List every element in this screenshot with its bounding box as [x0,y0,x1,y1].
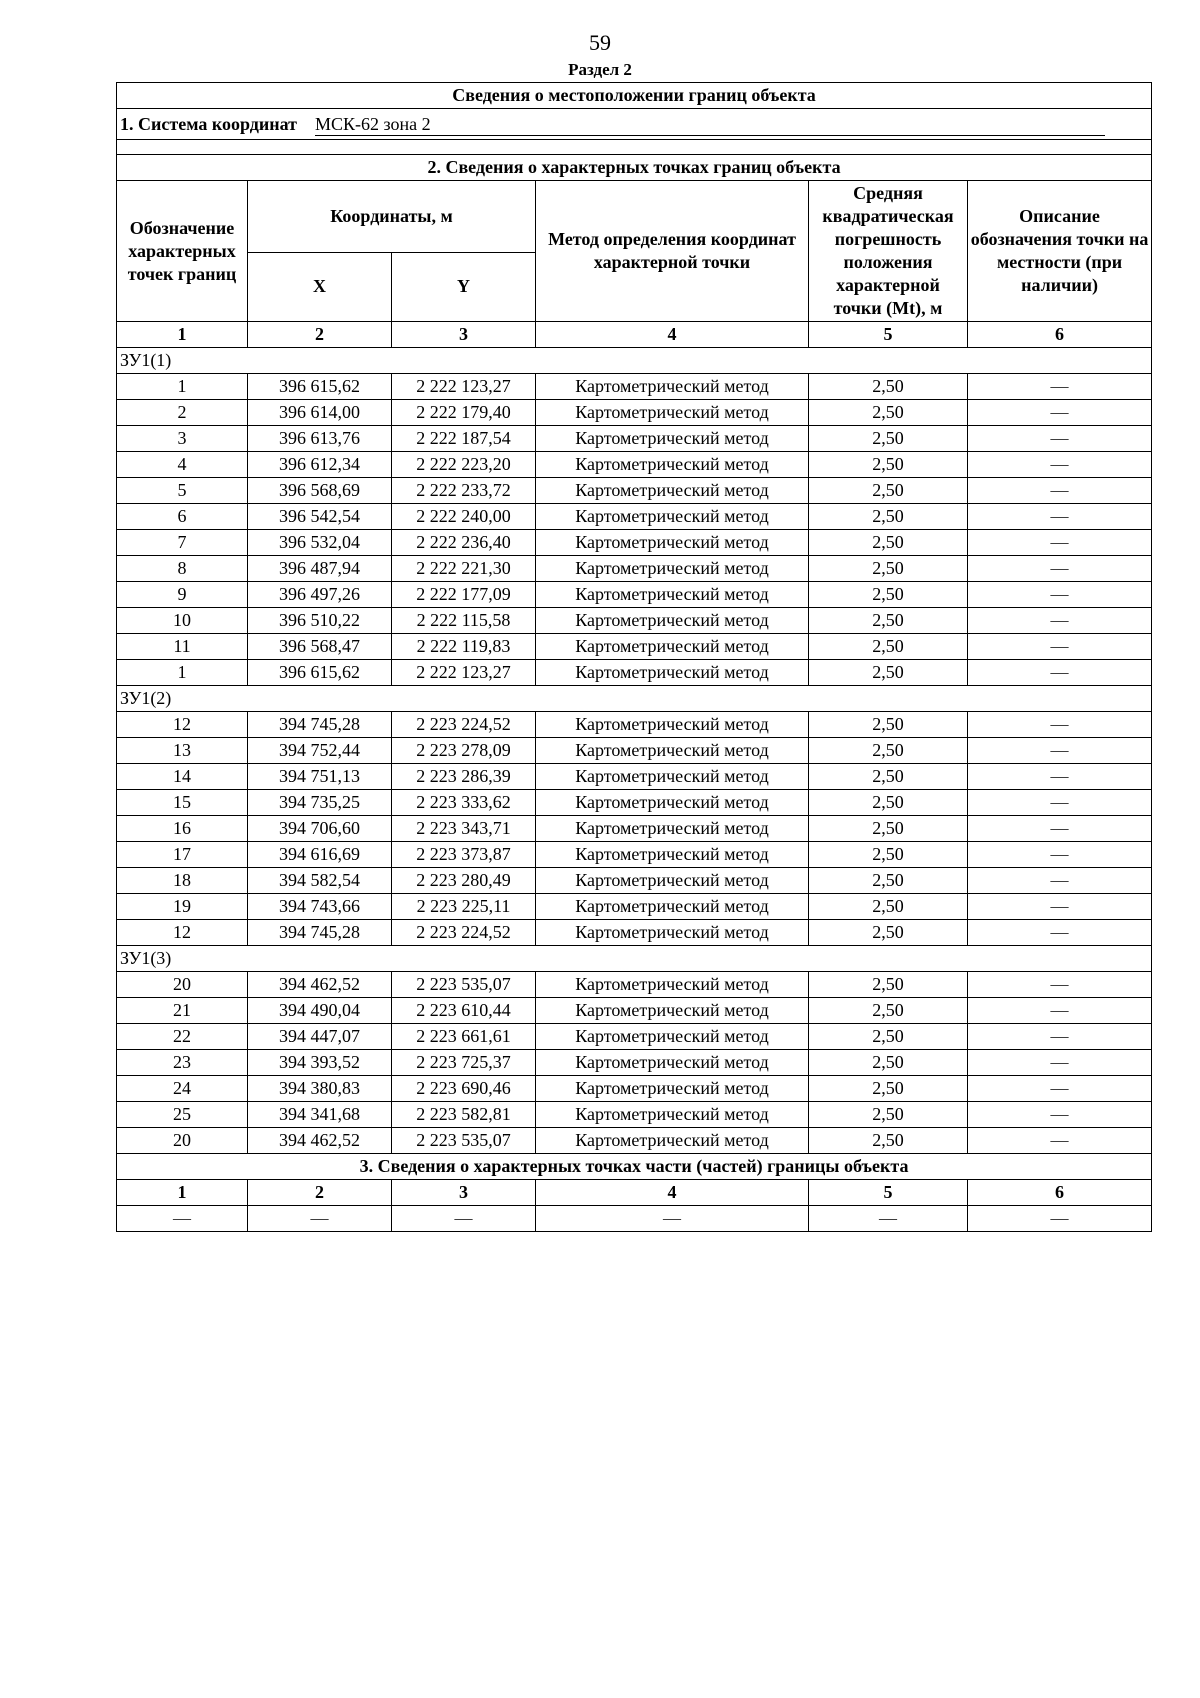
point-number-cell: 1 [117,374,248,400]
y-coordinate-cell: 2 222 179,40 [392,400,536,426]
table-row [117,1102,1152,1128]
y-coordinate-cell: 2 222 221,30 [392,556,536,582]
point-number-cell: 10 [117,608,248,634]
error-cell: 2,50 [809,608,968,634]
column-number: 3 [392,1180,536,1206]
y-coordinate-cell: 2 222 240,00 [392,504,536,530]
description-cell: — [968,920,1152,946]
table-row [117,582,1152,608]
description-cell: — [968,972,1152,998]
method-cell: Картометрический метод [536,582,809,608]
description-cell: — [968,504,1152,530]
y-coordinate-cell: 2 222 187,54 [392,426,536,452]
error-cell: 2,50 [809,452,968,478]
method-cell: Картометрический метод [536,530,809,556]
table-row [117,608,1152,634]
method-cell: Картометрический метод [536,400,809,426]
section-heading: Раздел 2 [568,60,632,79]
table-row [117,738,1152,764]
point-number-cell: 17 [117,842,248,868]
method-cell: Картометрический метод [536,712,809,738]
method-cell: Картометрический метод [536,920,809,946]
description-cell: — [968,790,1152,816]
y-coordinate-cell: 2 223 535,07 [392,972,536,998]
method-cell: Картометрический метод [536,504,809,530]
method-cell: Картометрический метод [536,478,809,504]
x-coordinate-cell: 394 582,54 [248,868,392,894]
table-row [117,634,1152,660]
coord-system-label: 1. Система координат [120,113,297,134]
x-coordinate-cell: 394 706,60 [248,816,392,842]
table-row [117,1050,1152,1076]
method-cell: Картометрический метод [536,1128,809,1154]
error-cell: 2,50 [809,764,968,790]
method-cell: Картометрический метод [536,1050,809,1076]
description-cell: — [968,868,1152,894]
y-coordinate-cell: 2 222 115,58 [392,608,536,634]
y-coordinate-cell: 2 223 690,46 [392,1076,536,1102]
table-row [117,374,1152,400]
table-row [117,894,1152,920]
point-number-cell: 22 [117,1024,248,1050]
table-row [117,1024,1152,1050]
column-number: 3 [392,322,536,348]
x-coordinate-cell: 394 490,04 [248,998,392,1024]
y-coordinate-cell: 2 223 225,11 [392,894,536,920]
description-cell: — [968,1128,1152,1154]
x-coordinate-cell: 394 462,52 [248,1128,392,1154]
error-cell: 2,50 [809,816,968,842]
description-cell: — [968,738,1152,764]
x-coordinate-cell: 396 613,76 [248,426,392,452]
table-row [117,920,1152,946]
y-coordinate-cell: 2 222 177,09 [392,582,536,608]
method-cell: Картометрический метод [536,842,809,868]
column-number: 1 [117,322,248,348]
table-row [117,842,1152,868]
part3-title-row [117,1154,1152,1180]
method-cell: Картометрический метод [536,452,809,478]
table-row [117,400,1152,426]
method-cell: Картометрический метод [536,894,809,920]
header-x: X [248,252,392,322]
part3-column-numbers-row [117,1180,1152,1206]
description-cell: — [968,452,1152,478]
point-number-cell: 25 [117,1102,248,1128]
error-cell: 2,50 [809,374,968,400]
header-row-1 [117,181,1152,253]
x-coordinate-cell: 394 380,83 [248,1076,392,1102]
description-cell: — [968,582,1152,608]
header-description: Описание обозначения точки на местности (при наличии) [968,181,1152,322]
description-cell: — [968,478,1152,504]
point-number-cell: 24 [117,1076,248,1102]
error-cell: 2,50 [809,1128,968,1154]
x-coordinate-cell: 394 393,52 [248,1050,392,1076]
method-cell: Картометрический метод [536,1076,809,1102]
error-cell: 2,50 [809,868,968,894]
object-title: Сведения о местоположении границ объекта [117,83,1152,109]
error-cell: 2,50 [809,556,968,582]
method-cell: Картометрический метод [536,608,809,634]
error-cell: 2,50 [809,504,968,530]
y-coordinate-cell: 2 222 123,27 [392,374,536,400]
description-cell: — [968,556,1152,582]
error-cell: 2,50 [809,998,968,1024]
method-cell: Картометрический метод [536,634,809,660]
column-number: 4 [536,322,809,348]
x-coordinate-cell: 396 615,62 [248,660,392,686]
method-cell: Картометрический метод [536,374,809,400]
description-cell: — [968,660,1152,686]
description-cell: — [968,1050,1152,1076]
table-row [117,1128,1152,1154]
y-coordinate-cell: 2 223 224,52 [392,920,536,946]
header-coords: Координаты, м [248,181,536,253]
y-coordinate-cell: 2 223 582,81 [392,1102,536,1128]
x-coordinate-cell: 396 612,34 [248,452,392,478]
y-coordinate-cell: 2 223 224,52 [392,712,536,738]
point-number-cell: 4 [117,452,248,478]
method-cell: Картометрический метод [536,868,809,894]
part3-title: 3. Сведения о характерных точках части (частей) границы объекта [117,1154,1152,1180]
description-cell: — [968,634,1152,660]
column-number: 5 [809,322,968,348]
table-row [117,660,1152,686]
description-cell: — [968,530,1152,556]
part2-title-row [117,155,1152,181]
x-coordinate-cell: 396 487,94 [248,556,392,582]
point-number-cell: 14 [117,764,248,790]
x-coordinate-cell: 394 751,13 [248,764,392,790]
error-cell: 2,50 [809,1076,968,1102]
method-cell: Картометрический метод [536,972,809,998]
method-cell: Картометрический метод [536,660,809,686]
group-label: ЗУ1(3) [117,946,1152,972]
header-y: Y [392,252,536,322]
x-coordinate-cell: 394 447,07 [248,1024,392,1050]
y-coordinate-cell: 2 223 535,07 [392,1128,536,1154]
part3-cell: — [968,1206,1152,1232]
x-coordinate-cell: 394 745,28 [248,920,392,946]
x-coordinate-cell: 394 341,68 [248,1102,392,1128]
error-cell: 2,50 [809,1024,968,1050]
point-number-cell: 15 [117,790,248,816]
column-number: 2 [248,322,392,348]
y-coordinate-cell: 2 222 236,40 [392,530,536,556]
description-cell: — [968,1102,1152,1128]
header-method: Метод определения координат характерной точки [536,181,809,322]
page-number: 59 [589,30,611,55]
method-cell: Картометрический метод [536,556,809,582]
method-cell: Картометрический метод [536,816,809,842]
column-number: 5 [809,1180,968,1206]
description-cell: — [968,374,1152,400]
error-cell: 2,50 [809,842,968,868]
point-number-cell: 9 [117,582,248,608]
column-number: 2 [248,1180,392,1206]
part3-cell: — [536,1206,809,1232]
description-cell: — [968,1076,1152,1102]
point-number-cell: 11 [117,634,248,660]
point-number-cell: 20 [117,1128,248,1154]
column-number: 4 [536,1180,809,1206]
table-row [117,1076,1152,1102]
error-cell: 2,50 [809,400,968,426]
table-row [117,504,1152,530]
x-coordinate-cell: 396 532,04 [248,530,392,556]
group-label: ЗУ1(2) [117,686,1152,712]
y-coordinate-cell: 2 222 233,72 [392,478,536,504]
x-coordinate-cell: 396 614,00 [248,400,392,426]
spacer-row [117,140,1152,155]
method-cell: Картометрический метод [536,1024,809,1050]
error-cell: 2,50 [809,478,968,504]
description-cell: — [968,426,1152,452]
point-number-cell: 8 [117,556,248,582]
spacer-cell [117,140,1152,155]
y-coordinate-cell: 2 223 610,44 [392,998,536,1024]
y-coordinate-cell: 2 222 123,27 [392,660,536,686]
x-coordinate-cell: 396 568,47 [248,634,392,660]
x-coordinate-cell: 394 745,28 [248,712,392,738]
description-cell: — [968,712,1152,738]
x-coordinate-cell: 394 616,69 [248,842,392,868]
point-number-cell: 7 [117,530,248,556]
x-coordinate-cell: 396 615,62 [248,374,392,400]
table-row [117,530,1152,556]
error-cell: 2,50 [809,582,968,608]
error-cell: 2,50 [809,1102,968,1128]
description-cell: — [968,998,1152,1024]
table-row [117,816,1152,842]
group-header-row [117,686,1152,712]
point-number-cell: 1 [117,660,248,686]
table-row [117,764,1152,790]
method-cell: Картометрический метод [536,998,809,1024]
y-coordinate-cell: 2 222 119,83 [392,634,536,660]
y-coordinate-cell: 2 223 373,87 [392,842,536,868]
part2-title: 2. Сведения о характерных точках границ объекта [117,155,1152,181]
table-row [117,868,1152,894]
point-number-cell: 20 [117,972,248,998]
y-coordinate-cell: 2 223 333,62 [392,790,536,816]
y-coordinate-cell: 2 223 725,37 [392,1050,536,1076]
column-numbers-row [117,322,1152,348]
error-cell: 2,50 [809,1050,968,1076]
table-row [117,452,1152,478]
point-number-cell: 2 [117,400,248,426]
title-row [117,83,1152,109]
description-cell: — [968,1024,1152,1050]
x-coordinate-cell: 396 542,54 [248,504,392,530]
table-row [117,478,1152,504]
error-cell: 2,50 [809,790,968,816]
header-error: Средняя квадратическая погрешность положения характерной точки (Mt), м [809,181,968,322]
x-coordinate-cell: 396 510,22 [248,608,392,634]
x-coordinate-cell: 396 568,69 [248,478,392,504]
description-cell: — [968,894,1152,920]
part3-cell: — [392,1206,536,1232]
method-cell: Картометрический метод [536,790,809,816]
point-number-cell: 18 [117,868,248,894]
table-row [117,426,1152,452]
table-body [117,83,1152,1232]
y-coordinate-cell: 2 223 343,71 [392,816,536,842]
table-row [117,972,1152,998]
error-cell: 2,50 [809,712,968,738]
error-cell: 2,50 [809,920,968,946]
y-coordinate-cell: 2 223 280,49 [392,868,536,894]
part3-row [117,1206,1152,1232]
group-header-row [117,348,1152,374]
y-coordinate-cell: 2 223 661,61 [392,1024,536,1050]
part3-cell: — [248,1206,392,1232]
x-coordinate-cell: 394 743,66 [248,894,392,920]
error-cell: 2,50 [809,738,968,764]
point-number-cell: 12 [117,920,248,946]
description-cell: — [968,608,1152,634]
method-cell: Картометрический метод [536,1102,809,1128]
point-number-cell: 12 [117,712,248,738]
coord-system-value: МСК-62 зона 2 [315,113,1105,136]
x-coordinate-cell: 394 735,25 [248,790,392,816]
table-row [117,556,1152,582]
error-cell: 2,50 [809,972,968,998]
y-coordinate-cell: 2 223 286,39 [392,764,536,790]
coord-system-cell [117,109,1152,140]
point-number-cell: 19 [117,894,248,920]
part3-cell: — [809,1206,968,1232]
column-number: 6 [968,322,1152,348]
group-header-row [117,946,1152,972]
description-cell: — [968,764,1152,790]
error-cell: 2,50 [809,894,968,920]
point-number-cell: 5 [117,478,248,504]
x-coordinate-cell: 396 497,26 [248,582,392,608]
point-number-cell: 21 [117,998,248,1024]
point-number-cell: 3 [117,426,248,452]
table-row [117,998,1152,1024]
error-cell: 2,50 [809,634,968,660]
x-coordinate-cell: 394 462,52 [248,972,392,998]
point-number-cell: 23 [117,1050,248,1076]
boundary-table [116,82,1152,1232]
description-cell: — [968,400,1152,426]
method-cell: Картометрический метод [536,764,809,790]
point-number-cell: 13 [117,738,248,764]
error-cell: 2,50 [809,660,968,686]
method-cell: Картометрический метод [536,738,809,764]
y-coordinate-cell: 2 223 278,09 [392,738,536,764]
table-row [117,712,1152,738]
column-number: 1 [117,1180,248,1206]
method-cell: Картометрический метод [536,426,809,452]
table-row [117,790,1152,816]
group-label: ЗУ1(1) [117,348,1152,374]
error-cell: 2,50 [809,426,968,452]
point-number-cell: 16 [117,816,248,842]
error-cell: 2,50 [809,530,968,556]
header-designation: Обозначение характерных точек границ [117,181,248,322]
part3-cell: — [117,1206,248,1232]
y-coordinate-cell: 2 222 223,20 [392,452,536,478]
x-coordinate-cell: 394 752,44 [248,738,392,764]
coord-system-row [117,109,1152,140]
description-cell: — [968,842,1152,868]
description-cell: — [968,816,1152,842]
column-number: 6 [968,1180,1152,1206]
point-number-cell: 6 [117,504,248,530]
